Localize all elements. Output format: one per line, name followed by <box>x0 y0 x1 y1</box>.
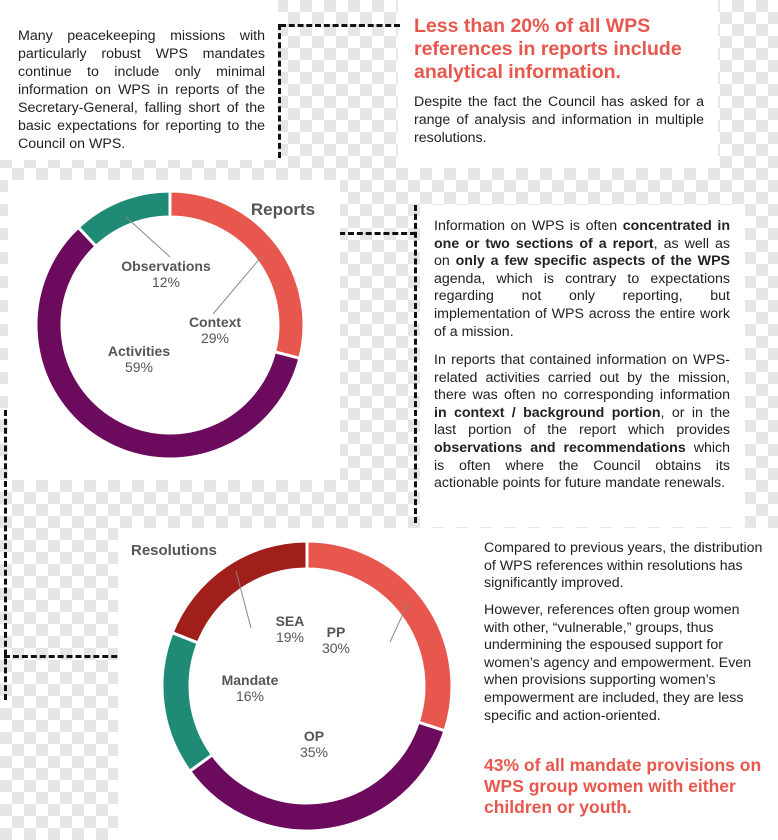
resolutions-chart-panel <box>118 528 470 840</box>
reports-chart-panel <box>8 180 340 480</box>
chart-title: Resolutions <box>131 542 217 559</box>
slice-label-sea: SEA <box>275 613 305 629</box>
middle-right-para-1 <box>434 218 730 341</box>
chart-title: Reports <box>250 200 316 219</box>
reports-donut-chart <box>8 180 340 480</box>
middle-p2-bold-2: observations and recommendations <box>434 439 686 456</box>
donut-slice-mandate <box>162 633 212 772</box>
slice-value-pp: 30% <box>321 640 351 656</box>
middle-p2-bold-1: in context / background portion <box>434 404 661 421</box>
middle-p2-text-1: In reports that contained information on WPS-related activities carried out by the mission, there was often no corresponding information <box>434 352 730 404</box>
resolutions-donut-chart <box>118 528 470 840</box>
slice-label-activities: Activities <box>107 343 171 359</box>
slice-value-activities: 59% <box>124 359 154 375</box>
middle-p1-text-2: , as well as on <box>434 235 730 270</box>
top-right-headline: Less than 20% of all WPS references in reports include analytical information. <box>414 15 682 83</box>
middle-p1-bold-1: concentrated in one or two sections of a report <box>434 218 730 252</box>
slice-value-sea: 19% <box>275 629 305 645</box>
middle-p1-text-1: Information on WPS is often <box>434 218 623 234</box>
bottom-right-panel <box>470 528 778 840</box>
middle-p2-text-2: , or in the last portion of the report which provides <box>434 404 730 439</box>
connector-top <box>280 24 400 27</box>
donut-slice-observations <box>78 191 170 246</box>
bottom-right-para-2: However, references often group women with other, “vulnerable,” groups, thus undermining the espoused support for women’s agency and empowerment. Even when provisions supporting women’s empowerment are included, they are less specific and action-oriented. <box>484 602 752 724</box>
top-left-panel <box>0 0 278 160</box>
middle-p2-text-3: which is often where the Council obtains its actionable points for future mandate renewals. <box>434 439 730 492</box>
slice-label-observations: Observations <box>121 258 211 274</box>
top-right-panel <box>398 0 718 168</box>
slice-label-context: Context <box>188 314 242 330</box>
connector-middle-right <box>414 205 417 523</box>
slice-label-pp: PP <box>326 624 346 640</box>
bottom-right-headline: 43% of all mandate provisions on WPS group women with either children or youth. <box>484 755 762 817</box>
slice-value-op: 35% <box>299 744 329 760</box>
slice-label-mandate: Mandate <box>221 672 279 688</box>
middle-right-panel <box>420 205 745 527</box>
slice-label-op: OP <box>303 728 325 744</box>
slice-value-mandate: 16% <box>235 688 265 704</box>
top-left-text: Many peacekeeping missions with particularly robust WPS mandates continue to include only minimal information on WPS in reports of the Secretary-General, falling short of the basic expectations for reporting to the Council on WPS. <box>18 28 265 152</box>
slice-value-context: 29% <box>200 330 230 346</box>
middle-p1-bold-2: only a few specific aspects of the WPS <box>455 253 730 270</box>
middle-p1-text-3: agenda, which is contrary to expectations regarding not only reporting, but implementation of WPS across the entire work of a mission. <box>434 270 730 340</box>
top-right-text: Despite the fact the Council has asked for a range of analysis and information in multiple resolutions. <box>414 94 704 146</box>
bottom-right-para-1: Compared to previous years, the distribution of WPS references within resolutions has significantly improved. <box>484 540 763 592</box>
slice-value-observations: 12% <box>151 274 181 290</box>
middle-right-para-2 <box>434 352 730 493</box>
leader-line-1 <box>213 256 262 314</box>
leader-line-2 <box>126 217 170 257</box>
connector-top-left <box>278 24 281 158</box>
